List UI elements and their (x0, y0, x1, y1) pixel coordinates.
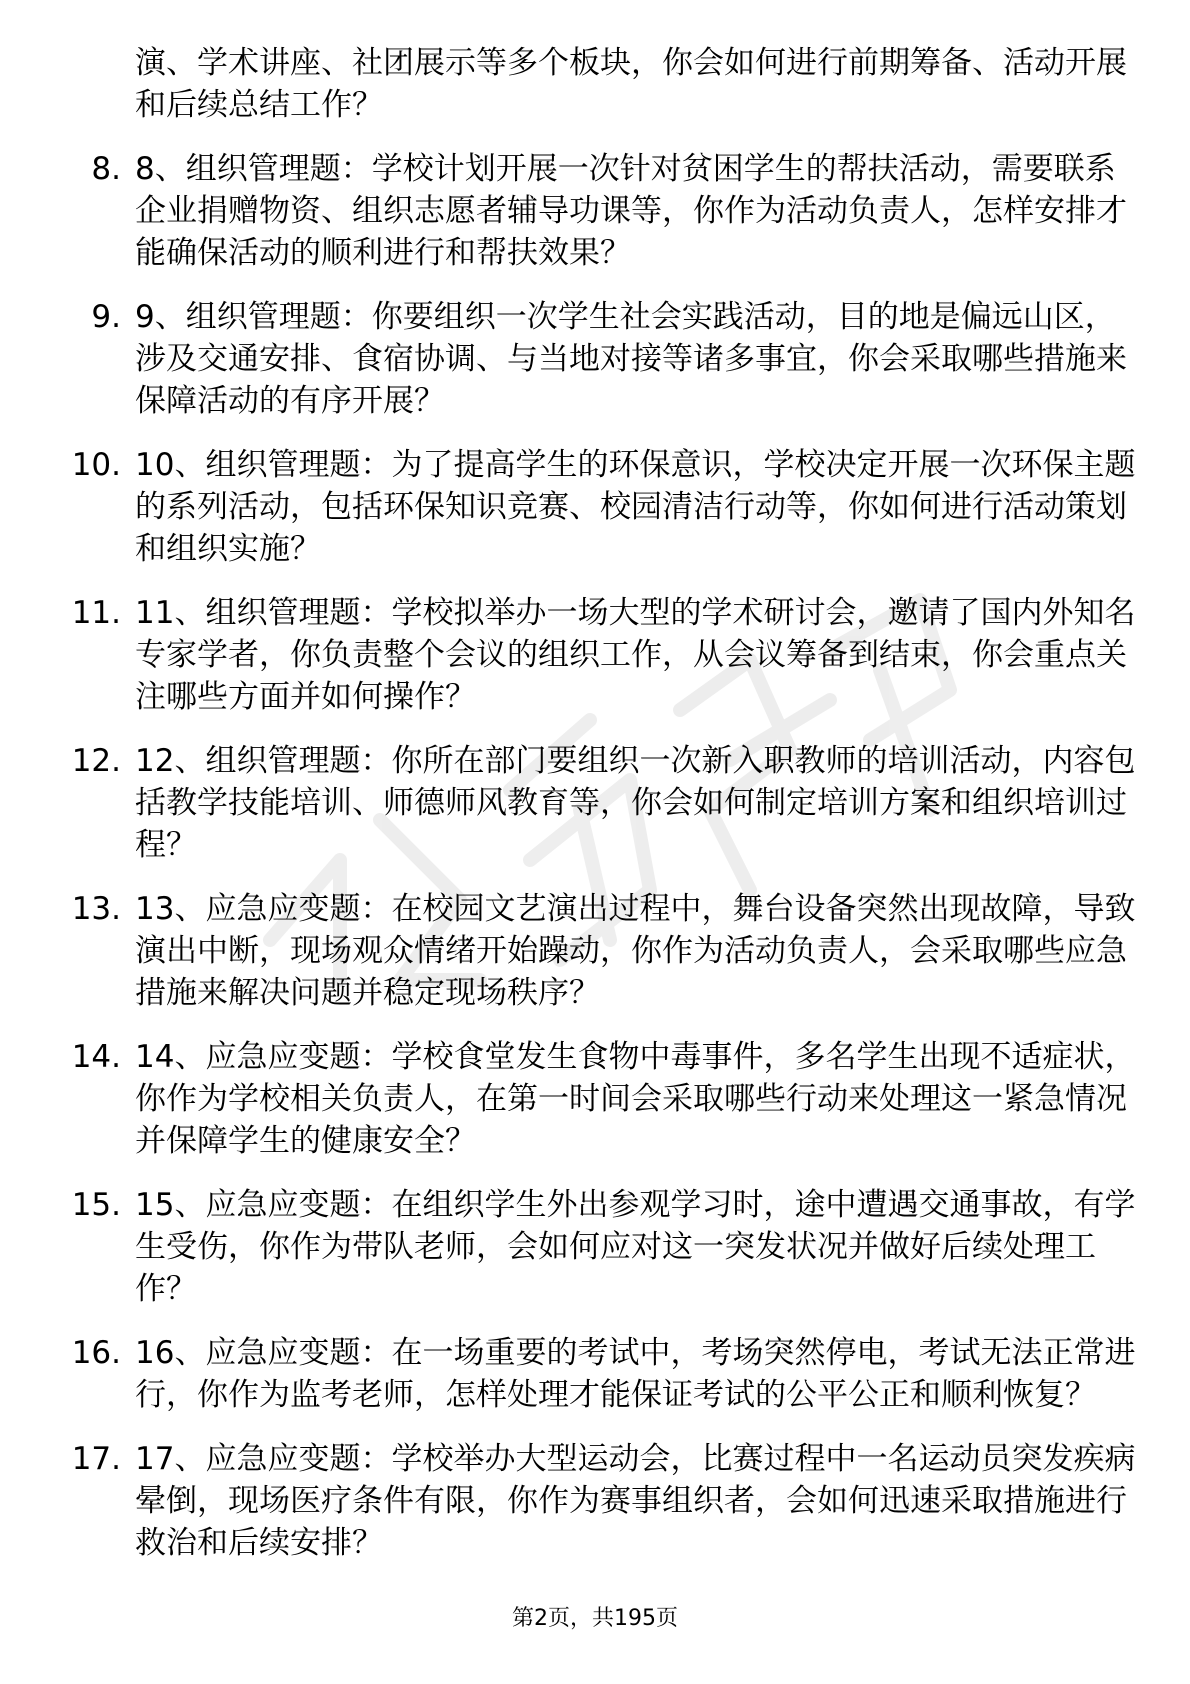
item-text: 13、应急应变题：在校园文艺演出过程中，舞台设备突然出现故障，导致演出中断，现场观众情绪开始躁动，你作为活动负责人，会采取哪些应急措施来解决问题并稳定现场秩序？ (135, 891, 1136, 1011)
continued-question-text: 演、学术讲座、社团展示等多个板块，你会如何进行前期筹备、活动开展和后续总结工作？ (135, 45, 1127, 123)
item-text: 11、组织管理题：学校拟举办一场大型的学术研讨会，邀请了国内外知名专家学者，你负责整个会议的组织工作，从会议筹备到结束，你会重点关注哪些方面并如何操作？ (135, 595, 1136, 715)
item-number: 16. (71, 1335, 121, 1371)
item-number: 13. (71, 891, 121, 927)
item-text: 12、组织管理题：你所在部门要组织一次新入职教师的培训活动，内容包括教学技能培训、师德师风教育等，你会如何制定培训方案和组织培训过程？ (135, 743, 1136, 863)
page-number: 第2页，共195页 (512, 1606, 678, 1631)
list-item (58, 444, 1138, 570)
list-item (58, 296, 1138, 422)
item-number: 15. (71, 1187, 121, 1223)
item-text: 9、组织管理题：你要组织一次学生社会实践活动，目的地是偏远山区，涉及交通安排、食宿协调、与当地对接等诸多事宜，你会采取哪些措施来保障活动的有序开展？ (135, 299, 1127, 419)
list-item (58, 1036, 1138, 1162)
list-item (58, 740, 1138, 866)
item-number: 17. (71, 1441, 121, 1477)
item-text: 10、组织管理题：为了提高学生的环保意识，学校决定开展一次环保主题的系列活动，包括环保知识竞赛、校园清洁行动等，你如何进行活动策划和组织实施？ (135, 447, 1136, 567)
list-item (58, 592, 1138, 718)
item-number: 14. (71, 1039, 121, 1075)
question-list (58, 42, 1138, 1586)
list-item (58, 1332, 1138, 1416)
item-number: 11. (71, 595, 121, 631)
list-item (58, 148, 1138, 274)
item-number: 10. (71, 447, 121, 483)
item-text: 17、应急应变题：学校举办大型运动会，比赛过程中一名运动员突发疾病晕倒，现场医疗条件有限，你作为赛事组织者，会如何迅速采取措施进行救治和后续安排？ (135, 1441, 1136, 1561)
list-item (58, 888, 1138, 1014)
item-text: 15、应急应变题：在组织学生外出参观学习时，途中遭遇交通事故，有学生受伤，你作为带队老师，会如何应对这一突发状况并做好后续处理工作？ (135, 1187, 1136, 1307)
item-number: 12. (71, 743, 121, 779)
list-item (58, 1438, 1138, 1564)
item-number: 9. (91, 299, 121, 335)
item-number: 8. (91, 151, 121, 187)
list-item (58, 1184, 1138, 1310)
item-text: 14、应急应变题：学校食堂发生食物中毒事件，多名学生出现不适症状，你作为学校相关负责人，在第一时间会采取哪些行动来处理这一紧急情况并保障学生的健康安全？ (135, 1039, 1136, 1159)
item-text: 16、应急应变题：在一场重要的考试中，考场突然停电，考试无法正常进行，你作为监考老师，怎样处理才能保证考试的公平公正和顺利恢复？ (135, 1335, 1136, 1413)
item-text: 8、组织管理题：学校计划开展一次针对贫困学生的帮扶活动，需要联系企业捐赠物资、组织志愿者辅导功课等，你作为活动负责人，怎样安排才能确保活动的顺利进行和帮扶效果？ (135, 151, 1127, 271)
